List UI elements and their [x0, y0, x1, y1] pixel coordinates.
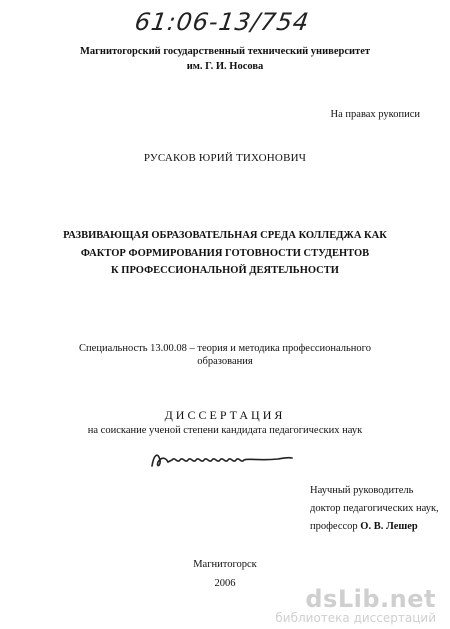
handwritten-registration-number: 61:06-13/754	[133, 8, 312, 36]
supervisor-degree: доктор педагогических наук,	[310, 503, 439, 514]
supervisor-role: Научный руководитель	[310, 485, 414, 496]
publication-year: 2006	[214, 578, 236, 589]
author-name: РУСАКОВ ЮРИЙ ТИХОНОВИЧ	[143, 152, 307, 164]
author-signature	[148, 448, 298, 477]
manuscript-rights-note: На правах рукописи	[330, 109, 420, 120]
institution-named-after: им. Г. И. Носова	[186, 61, 264, 72]
specialty-line-2: образования	[197, 356, 253, 367]
document-type-heading: ДИССЕРТАЦИЯ	[164, 408, 286, 422]
thesis-title-line-1: РАЗВИВАЮЩАЯ ОБРАЗОВАТЕЛЬНАЯ СРЕДА КОЛЛЕДЖА КАК	[63, 230, 387, 241]
institution-name: Магнитогорский государственный технический университет	[79, 46, 371, 57]
watermark-subtitle: библиотека диссертаций	[275, 611, 436, 625]
supervisor-title-name	[310, 521, 418, 532]
publication-city: Магнитогорск	[193, 559, 257, 570]
supervisor-name: О. В. Лешер	[360, 521, 418, 532]
supervisor-title: профессор	[310, 521, 358, 532]
degree-description: на соискание ученой степени кандидата педагогических наук	[87, 425, 363, 436]
thesis-title-line-3: К ПРОФЕССИОНАЛЬНОЙ ДЕЯТЕЛЬНОСТИ	[111, 265, 339, 276]
watermark-logo: dsLib.net	[305, 585, 436, 613]
thesis-title-line-2: ФАКТОР ФОРМИРОВАНИЯ ГОТОВНОСТИ СТУДЕНТОВ	[80, 248, 370, 259]
specialty-line-1: Специальность 13.00.08 – теория и методика профессионального	[79, 343, 371, 354]
